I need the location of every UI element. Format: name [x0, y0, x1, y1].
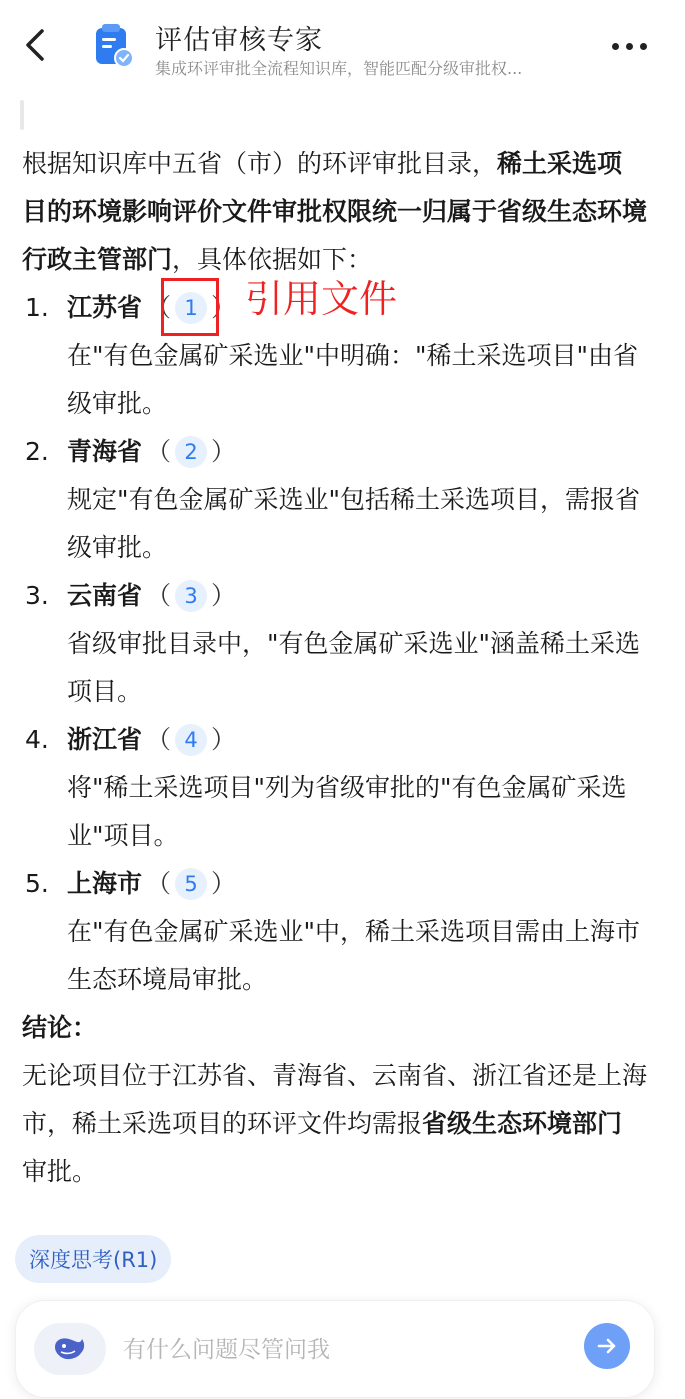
- back-arrow-icon: [24, 28, 46, 62]
- province-name: 江苏省: [67, 293, 143, 322]
- paren-close: ）: [211, 725, 237, 754]
- quote-bar: [20, 100, 24, 130]
- paren-open: （: [146, 581, 172, 610]
- app-header: [0, 0, 685, 92]
- province-name: 上海市: [67, 869, 143, 898]
- back-button[interactable]: [18, 28, 52, 62]
- chat-input-bar: [15, 1300, 655, 1398]
- citation-badge[interactable]: 1: [175, 292, 207, 324]
- citation-badge[interactable]: 2: [175, 436, 207, 468]
- list-item: [22, 716, 647, 860]
- conclusion-suffix-text: 审批。: [22, 1157, 98, 1186]
- list-item: [22, 277, 647, 428]
- conclusion-paragraph: [22, 1052, 647, 1196]
- item-description: 规定"有色金属矿采选业"包括稀土采选项目，需报省级审批。: [67, 485, 641, 562]
- deep-think-toggle[interactable]: 深度思考(R1): [15, 1235, 171, 1283]
- list-number: 1.: [25, 293, 49, 322]
- paren-close: ）: [211, 581, 237, 610]
- bot-avatar-icon: [92, 22, 136, 70]
- list-number: 4.: [25, 725, 49, 754]
- intro-text: 根据知识库中五省（市）的环评审批目录，: [22, 149, 498, 178]
- item-description: 省级审批目录中，"有色金属矿采选业"涵盖稀土采选项目。: [67, 629, 641, 706]
- item-description: 在"有色金属矿采选业"中，稀土采选项目需由上海市生态环境局审批。: [67, 917, 641, 994]
- send-arrow-icon: [595, 1334, 619, 1358]
- paren-open: （: [146, 293, 172, 322]
- item-description: 将"稀土采选项目"列为省级审批的"有色金属矿采选业"项目。: [67, 773, 627, 850]
- send-button[interactable]: [584, 1323, 630, 1369]
- whale-icon: [52, 1335, 88, 1363]
- conclusion-text: 无论项目位于江苏省、青海省、云南省、浙江省还是上海市，稀土采选项目的环评文件均需报: [22, 1061, 648, 1138]
- list-number: 2.: [25, 437, 49, 466]
- more-options-button[interactable]: [612, 40, 652, 52]
- model-switch-button[interactable]: [34, 1323, 106, 1375]
- intro-paragraph: [22, 140, 647, 284]
- intro-bold-text: 稀土采选项目的环境影响评价文件审批权限统一归属于省级生态环境行政主管部门: [22, 149, 648, 274]
- conclusion-title: 结论：: [22, 1013, 98, 1042]
- list-item: [22, 572, 647, 716]
- list-item: [22, 860, 647, 1004]
- paren-close: ）: [211, 437, 237, 466]
- paren-close: ）: [211, 869, 237, 898]
- intro-suffix-text: ，具体依据如下：: [172, 245, 373, 274]
- annotation-label: 引用文件: [245, 277, 398, 321]
- dot-icon: [626, 43, 633, 50]
- paren-open: （: [146, 725, 172, 754]
- province-name: 云南省: [67, 581, 143, 610]
- list-item: [22, 428, 647, 572]
- list-number: 5.: [25, 869, 49, 898]
- list-number: 3.: [25, 581, 49, 610]
- assistant-message: [22, 140, 647, 1196]
- paren-open: （: [146, 437, 172, 466]
- chat-input[interactable]: [121, 1326, 575, 1374]
- dot-icon: [612, 43, 619, 50]
- citation-badge[interactable]: 3: [175, 580, 207, 612]
- paren-open: （: [146, 869, 172, 898]
- dot-icon: [640, 43, 647, 50]
- citation-badge[interactable]: 5: [175, 868, 207, 900]
- item-description: 在"有色金属矿采选业"中明确："稀土采选项目"由省级审批。: [67, 341, 638, 418]
- page-title: 评估审核专家: [155, 25, 323, 56]
- conclusion-bold-text: 省级生态环境部门: [422, 1109, 623, 1138]
- page-subtitle: 集成环评审批全流程知识库，智能匹配分级审批权...: [155, 59, 523, 78]
- province-name: 青海省: [67, 437, 143, 466]
- province-name: 浙江省: [67, 725, 143, 754]
- annotation-highlight-box: [161, 278, 219, 336]
- province-list: [22, 277, 647, 1004]
- paren-close: ）: [211, 293, 237, 322]
- citation-badge[interactable]: 4: [175, 724, 207, 756]
